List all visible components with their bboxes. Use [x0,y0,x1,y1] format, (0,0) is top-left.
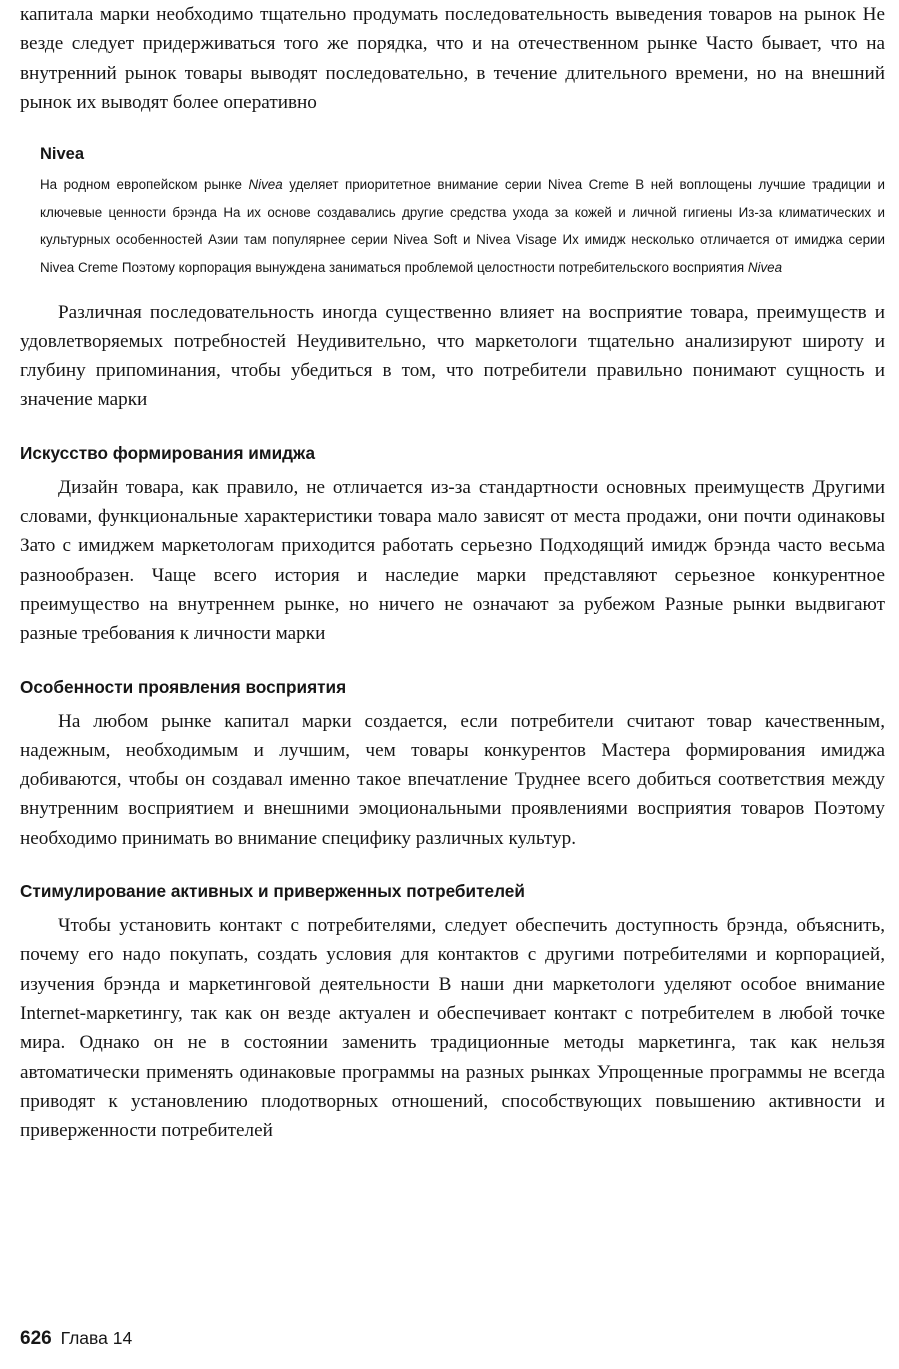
section-perception [20,675,885,853]
section-text: Дизайн товара, как правило, не отличается из-за стандартности основных преимуществ Другими словами, функциональные характеристики товара мало зависят от места продажи, они почти одинаковы Зато с имиджем маркетологам приходится работать серьезно Подходящий имидж брэнда часто весьма разнообразен. Чаще всего история и наследие марки представляют серьезное конкурентное преимущество на внутреннем рынке, но ничего не означают за рубежом Разные рынки выдвигают разные требования к личности марки [20,476,885,645]
perception-paragraph: Различная последовательность иногда существенно влияет на восприятие товара, преимуществ и удовлетворяемых потребностей Неудивительно, что маркетологи тщательно анализируют широту и глубину припоминания, чтобы убедиться в том, что потребители правильно понимают сущность и значение марки [20,301,885,411]
page-footer [20,1326,132,1351]
chapter-label: Глава 14 [60,1328,133,1348]
sidebar-brand-italic-2: Nivea [747,259,783,275]
section-image-art [20,441,885,649]
section-heading: Особенности проявления восприятия [20,676,347,697]
sidebar-text-part2: уделяет приоритетное внимание серии Nivea Creme В ней воплощены лучшие традиции и ключевые ценности брэнда На их основе создавались другие средства ухода за кожей и личной гигиены Из-за климатических и культурных особенностей Азии там популярнее серии Nivea Soft и Nivea Visage Их имидж несколько отличается от имиджа серии Nivea Creme Поэтому корпорация вынуждена заниматься проблемой целостности потребительского восприятия [40,177,886,275]
page-number: 626 [20,1328,52,1349]
intro-paragraph: капитала марки необходимо тщательно продумать последовательность выведения товаров на рынок Не везде следует придерживаться того же порядка, что и на отечественном рынке Часто бывает, что на внутренний рынок товары выводят последовательно, в течение длительного времени, но на внешний рынок их выводят более оперативно [20,4,885,113]
section-stimulating-consumers [20,879,885,1145]
section-text: Чтобы установить контакт с потребителями, следует обеспечить доступность брэнда, объяснить, почему его надо покупать, создать условия для контактов с другими потребителями и корпорацией, изучения брэнда и маркетинговой деятельности В наши дни маркетологи уделяют особое внимание Internet-маркетингу, так как он везде актуален и обеспечивает контакт с потребителем в любой точке мира. Однако он не в состоянии заменить традиционные методы маркетинга, так как нельзя автоматически применять одинаковые программы на разных рынках Упрощенные программы не всегда приводят к установлению плодотворных отношений, способствующих повышению активности и приверженности потребителей [20,915,885,1142]
sidebar-brand-italic-1: Nivea [248,177,283,193]
sidebar-text-part1: На родном европейском рынке [40,177,249,193]
sidebar-text [40,171,885,281]
section-text: На любом рынке капитал марки создается, если потребители считают товар качественным, надежным, необходимым и лучшим, чем товары конкурентов Мастера формирования имиджа добиваются, чтобы он создавал именно такое впечатление Труднее всего добиться соответствия между внутренним восприятием и внешними эмоциональными проявлениями восприятия товаров Поэтому необходимо принимать во внимание специфику различных культур. [20,710,885,849]
section-heading: Искусство формирования имиджа [20,442,316,463]
section-heading: Стимулирование активных и приверженных потребителей [20,881,525,902]
sidebar-title: Nivea [40,145,85,164]
nivea-sidebar [40,143,885,281]
